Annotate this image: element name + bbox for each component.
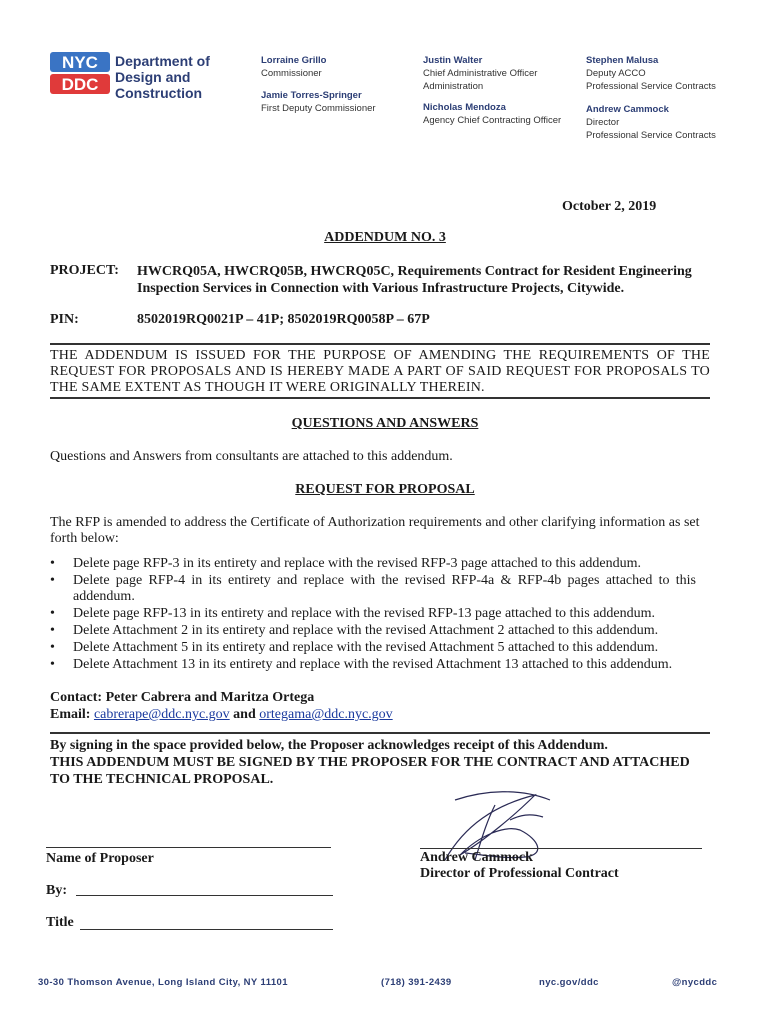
purpose-statement: THE ADDENDUM IS ISSUED FOR THE PURPOSE OF AMENDING THE REQUIREMENTS OF THE REQUEST FOR PROPOSALS AND IS HEREBY MADE A PART OF SAID REQUEST FOR PROPOSALS TO THE SAME EXTENT AS THOUGH IT WERE ORIGINALLY THEREIN.: [50, 348, 710, 395]
project-label: PROJECT:: [50, 263, 119, 278]
svg-text:NYC: NYC: [62, 53, 98, 72]
proposer-name-line: [46, 847, 331, 848]
department-name: Department of Design and Construction: [115, 53, 210, 101]
footer-phone: (718) 391-2439: [381, 977, 452, 988]
rfp-heading: REQUEST FOR PROPOSAL: [295, 482, 475, 497]
email-link-cabrera[interactable]: cabrerape@ddc.nyc.gov: [93, 707, 230, 722]
official-director: Andrew Cammock Director Professional Service Contracts: [586, 104, 716, 141]
official-deputy-acco: Stephen Malusa Deputy ACCO Professional Service Contracts: [586, 55, 716, 92]
signer-line: [420, 848, 702, 849]
bottom-rule: [50, 397, 710, 399]
signing-rule: [50, 732, 710, 734]
list-item: • Delete page RFP-13 in its entirety and replace with the revised RFP-13 page attached to this addendum.: [50, 606, 656, 621]
signing-statement: By signing in the space provided below, the Proposer acknowledges receipt of this Addendum. THIS ADDENDUM MUST BE SIGNED BY THE PROPOSER FOR THE CONTRACT AND ATTACHED TO THE TECHNICAL PROPOSAL.: [50, 738, 690, 787]
addendum-title: ADDENDUM NO. 3: [324, 230, 446, 245]
qa-text: Questions and Answers from consultants are attached to this addendum.: [50, 449, 453, 464]
footer-address: 30-30 Thomson Avenue, Long Island City, NY 11101: [38, 977, 288, 988]
contact-line: Contact: Peter Cabrera and Maritza Ortega: [50, 690, 315, 705]
email-line: Email: cabrerape@ddc.nyc.gov and ortegama@ddc.nyc.gov: [50, 707, 393, 722]
by-label: By:: [46, 883, 67, 898]
email-link-ortega[interactable]: ortegama@ddc.nyc.gov: [259, 707, 393, 722]
signer-title: Director of Professional Contract: [420, 866, 619, 881]
official-first-deputy: Jamie Torres-Springer First Deputy Commissioner: [261, 90, 376, 114]
list-item: • Delete page RFP-3 in its entirety and replace with the revised RFP-3 page attached to this addendum.: [50, 556, 642, 571]
document-date: October 2, 2019: [562, 199, 657, 214]
qa-heading: QUESTIONS AND ANSWERS: [291, 416, 479, 431]
title-label: Title: [46, 915, 74, 930]
footer-website[interactable]: nyc.gov/ddc: [539, 977, 599, 988]
title-line: [80, 929, 333, 930]
top-rule: [50, 343, 710, 345]
official-acco: Nicholas Mendoza Agency Chief Contracting Officer: [423, 102, 562, 126]
rfp-items-list: [50, 556, 696, 674]
by-line: [76, 895, 333, 896]
official-cao: Justin Walter Chief Administrative Officer Administration: [423, 55, 538, 92]
nyc-ddc-logo: [50, 52, 110, 94]
list-item: • Delete Attachment 2 in its entirety and replace with the revised Attachment 2 attached to this addendum.: [50, 623, 659, 638]
list-item: • Delete Attachment 5 in its entirety and replace with the revised Attachment 5 attached to this addendum.: [50, 640, 659, 655]
signer-name: Andrew Cammock: [420, 850, 533, 865]
name-of-proposer-label: Name of Proposer: [46, 851, 154, 866]
footer-handle[interactable]: @nycddc: [672, 977, 718, 988]
project-description: HWCRQ05A, HWCRQ05B, HWCRQ05C, Requirements Contract for Resident Engineering Inspection Services in Connection with Various Infrastructure Projects, Citywide.: [137, 264, 692, 296]
list-item: • Delete page RFP-4 in its entirety and replace with the revised RFP-4a & RFP-4b pages attached to this addendum.: [50, 573, 696, 604]
pin-label: PIN:: [50, 312, 79, 327]
rfp-intro: The RFP is amended to address the Certificate of Authorization requirements and other clarifying information as set forth below:: [50, 515, 700, 546]
official-commissioner: Lorraine Grillo Commissioner: [261, 55, 327, 79]
list-item: • Delete Attachment 13 in its entirety and replace with the revised Attachment 13 attached to this addendum.: [50, 657, 673, 672]
svg-text:DDC: DDC: [61, 75, 99, 94]
pin-value: 8502019RQ0021P – 41P; 8502019RQ0058P – 67P: [137, 312, 430, 327]
